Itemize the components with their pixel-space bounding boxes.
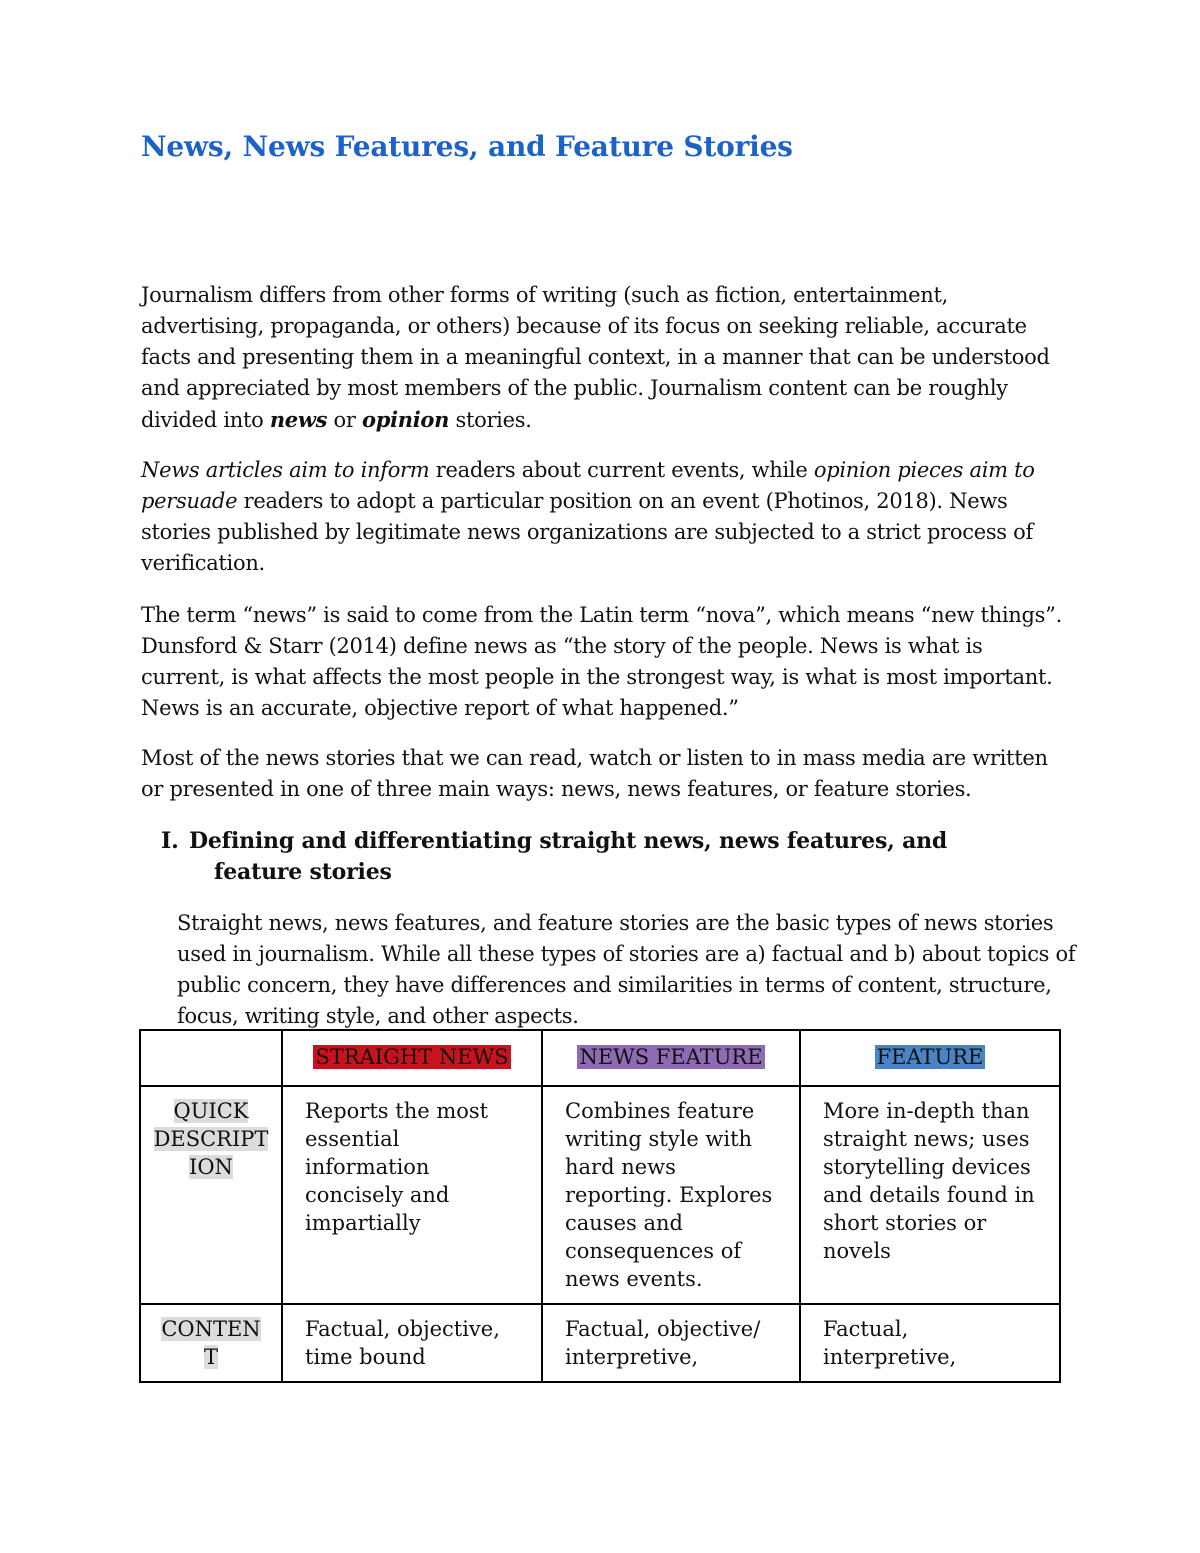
ways-paragraph: Most of the news stories that we can read, watch or listen to in mass media are written or presented in one of three main ways: news, news features, or feature stories. — [141, 746, 1048, 801]
empty-corner-cell — [140, 1030, 282, 1086]
table-cell: Factual, objective, time bound — [282, 1304, 542, 1382]
section-intro-paragraph: Straight news, news features, and feature stories are the basic types of news stories used in journalism. While all these types of stories are a) factual and b) about topics of public concern, they have differences and similarities in terms of content, structure, focus, writing style, and other aspects. — [177, 911, 1076, 1028]
table-row — [140, 1304, 1060, 1382]
row-label-line: T — [203, 1345, 218, 1369]
section-heading-line1: Defining and differentiating straight news, news features, and — [189, 828, 948, 854]
header-cell — [542, 1030, 800, 1086]
opinion-purpose-emphasis: opinion pieces aim to persuade — [141, 458, 1035, 513]
definition-paragraph: The term “news” is said to come from the Latin term “nova”, which means “new things”. Dunsford & Starr (2014) define news as “the story of the people. News is what is current, is what affects the most people in the strongest way, is what is most important. News is an accurate, objective report of what happened.” — [141, 603, 1062, 720]
section-heading-line2: feature stories — [214, 859, 392, 885]
table-row — [140, 1086, 1060, 1304]
intro-or: or — [327, 408, 363, 432]
row-label-cell — [140, 1304, 282, 1382]
intro-text: Journalism differs from other forms of writing (such as fiction, entertainment, advertising, propaganda, or others) because of its focus on seeking reliable, accurate facts and presenting them in a meaningful context, in a manner that can be understood and appreciated by most members of the public. Journalism content can be roughly divided into — [141, 283, 1050, 432]
header-cell — [800, 1030, 1060, 1086]
page-title: News, News Features, and Feature Stories — [141, 130, 793, 163]
opinion-emphasis: opinion — [362, 407, 450, 432]
news-feature-header: NEWS FEATURE — [579, 1045, 763, 1069]
intro-paragraph — [141, 280, 1071, 436]
row-label — [154, 1099, 269, 1179]
row-label-line: ION — [189, 1155, 233, 1179]
section-heading — [161, 826, 1041, 888]
purpose-end: readers to adopt a particular position on an event (Photinos, 2018). News stories published by legitimate news organizations are subjected to a strict process of verification. — [141, 489, 1033, 575]
row-label-line: QUICK — [173, 1099, 249, 1123]
table-cell: Factual, objective/ interpretive, — [542, 1304, 800, 1382]
table-cell: More in-depth than straight news; uses storytelling devices and details found in short stories or novels — [800, 1086, 1060, 1304]
table-cell: Combines feature writing style with hard news reporting. Explores causes and consequences of news events. — [542, 1086, 800, 1304]
feature-header: FEATURE — [876, 1045, 984, 1069]
table-header-row — [140, 1030, 1060, 1086]
purpose-paragraph — [141, 455, 1071, 579]
comparison-table — [139, 1029, 1061, 1383]
purpose-mid: readers about current events, while — [429, 458, 814, 482]
table-cell: Reports the most essential information concisely and impartially — [282, 1086, 542, 1304]
news-emphasis: news — [269, 407, 328, 432]
header-cell — [282, 1030, 542, 1086]
intro-end: stories. — [449, 408, 532, 432]
table-cell: Factual, interpretive, — [800, 1304, 1060, 1382]
section-number: I. — [161, 828, 179, 854]
row-label — [161, 1317, 260, 1369]
row-label-cell — [140, 1086, 282, 1304]
row-label-line: CONTEN — [161, 1317, 261, 1341]
straight-news-header: STRAIGHT NEWS — [315, 1045, 509, 1069]
news-purpose-emphasis: News articles aim to inform — [141, 458, 430, 482]
row-label-line: DESCRIPT — [153, 1127, 269, 1151]
